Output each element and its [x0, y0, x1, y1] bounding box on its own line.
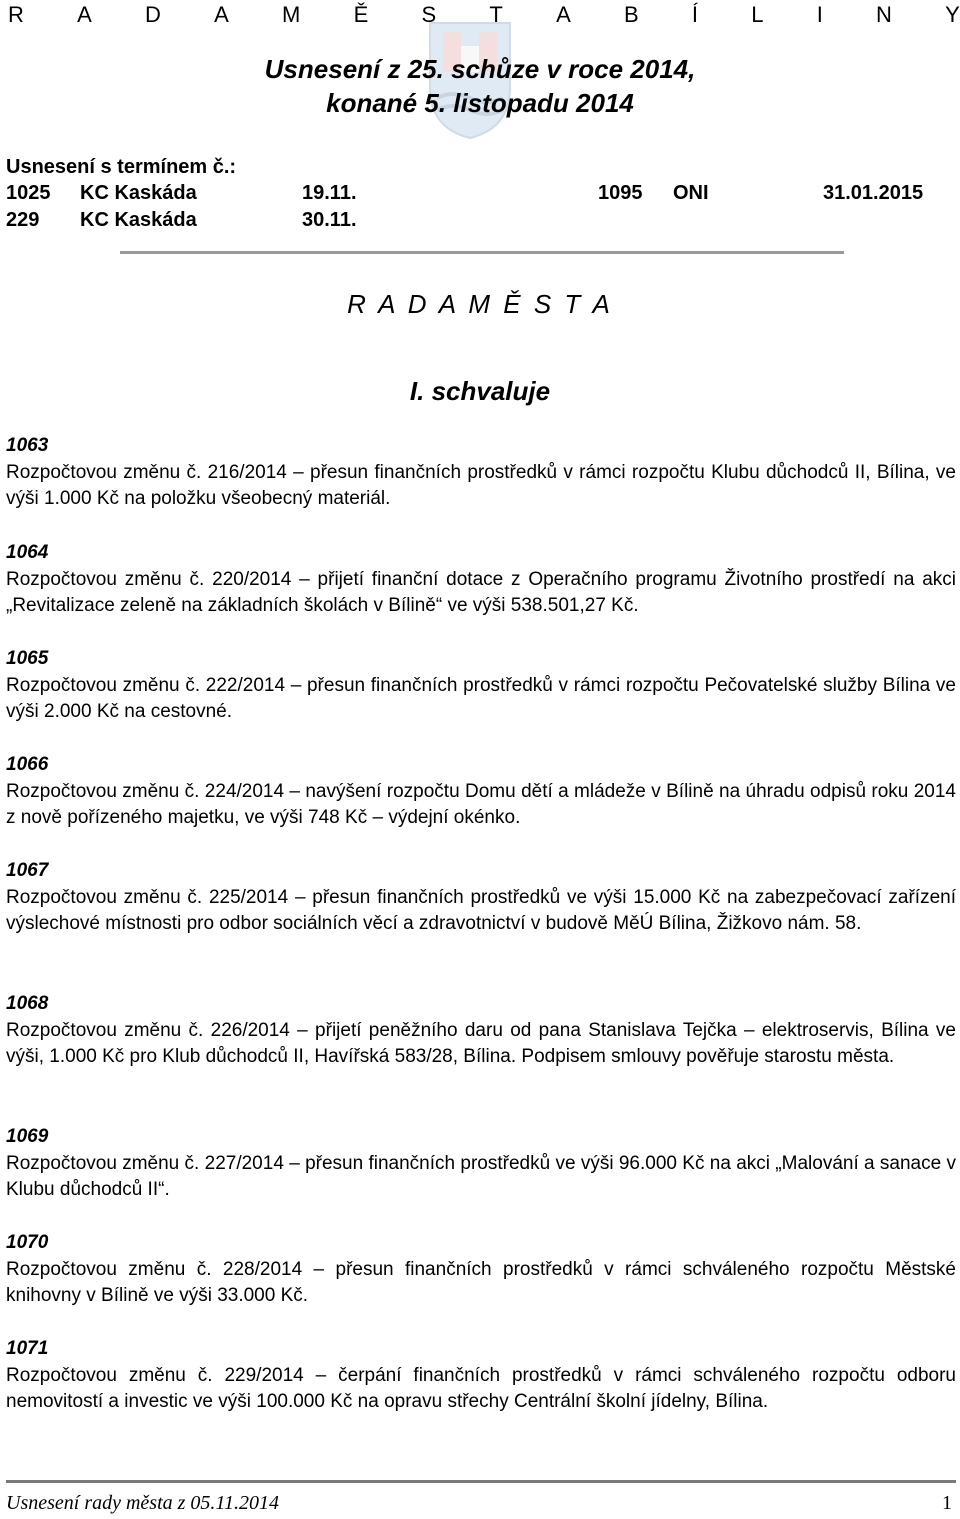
section-heading: I. schvaluje: [409, 376, 551, 406]
deadline-num: 1025: [6, 182, 51, 204]
resolution-text: Rozpočtovou změnu č. 227/2014 – přesun finančních prostředků ve výši 96.000 Kč na akci „Malování a sanace v Klubu důchodců II“.: [6, 1152, 956, 1200]
letterhead-letter: S: [421, 2, 437, 27]
deadlines-heading: Usnesení s termínem č.:: [6, 156, 237, 178]
deadline-date: 31.01.2015: [823, 182, 924, 204]
letterhead-letter: A: [77, 2, 92, 27]
resolution-number: 1063: [6, 435, 49, 456]
resolution-number: 1068: [6, 993, 49, 1014]
deadline-date: 19.11.: [302, 182, 357, 204]
letterhead-letter: B: [623, 2, 639, 27]
resolution-item: [6, 1336, 956, 1416]
letterhead-letter: T: [489, 2, 503, 27]
resolution-number: 1069: [6, 1126, 49, 1147]
document-title-line2: konané 5. listopadu 2014: [326, 88, 634, 118]
resolution-number: 1067: [6, 860, 49, 881]
resolution-item: [6, 991, 956, 1071]
deadline-num: 229: [6, 209, 40, 231]
resolution-text: Rozpočtovou změnu č. 222/2014 – přesun finančních prostředků v rámci rozpočtu Pečovatelské služby Bílina ve výši 2.000 Kč na cestovné.: [6, 674, 956, 722]
resolution-text: Rozpočtovou změnu č. 220/2014 – přijetí finanční dotace z Operačního programu Životního prostředí na akci „Revitalizace zeleně na základních školách v Bílině“ ve výši 538.501,27 Kč.: [6, 568, 956, 616]
letterhead-letter: Ě: [353, 2, 369, 27]
resolution-number: 1071: [6, 1338, 49, 1359]
letterhead-letter: R: [8, 2, 24, 27]
resolution-item: [6, 433, 956, 513]
letterhead-letter: N: [876, 2, 892, 27]
letterhead-letter: I: [816, 2, 823, 27]
resolution-number: 1070: [6, 1232, 49, 1253]
resolution-item: [6, 540, 956, 620]
resolution-number: 1065: [6, 648, 49, 669]
letterhead-letter: A: [556, 2, 571, 27]
letterhead-letter: A: [214, 2, 229, 27]
council-heading: R A D A M Ě S T A: [347, 289, 613, 319]
letterhead-letter: Y: [945, 2, 960, 27]
document-title-line1: Usnesení z 25. schůze v roce 2014,: [264, 54, 696, 84]
resolution-text: Rozpočtovou změnu č. 229/2014 – čerpání finančních prostředků v rámci schváleného rozpočtu odboru nemovitostí a investic ve výši 100.000 Kč na opravu střechy Centrální školní jídelny, Bílina.: [6, 1364, 956, 1412]
resolution-number: 1066: [6, 754, 49, 775]
resolution-text: Rozpočtovou změnu č. 226/2014 – přijetí peněžního daru od pana Stanislava Tejčka – elektroservis, Bílina ve výši, 1.000 Kč pro Klub důchodců II, Havířská 583/28, Bílina. Podpisem smlouvy pověřuje starostu města.: [6, 1019, 956, 1067]
resolution-number: 1064: [6, 542, 49, 563]
resolution-item: [6, 858, 956, 938]
resolution-item: [6, 752, 956, 832]
page-number: 1: [942, 1492, 952, 1514]
footer-label: Usnesení rady města z 05.11.2014: [6, 1492, 279, 1514]
resolution-item: [6, 646, 956, 726]
resolution-text: Rozpočtovou změnu č. 224/2014 – navýšení rozpočtu Domu dětí a mládeže v Bílině na úhradu odpisů roku 2014 z nově pořízeného majetku, ve výši 748 Kč – výdejní okénko.: [6, 780, 956, 828]
letterhead-letter: D: [145, 2, 161, 27]
letterhead-letter: Í: [691, 2, 698, 27]
deadline-date: 30.11.: [302, 209, 357, 231]
deadline-who: KC Kaskáda: [80, 182, 197, 204]
letterhead-letter: M: [282, 2, 301, 27]
deadline-num: 1095: [598, 182, 643, 204]
deadline-who: ONI: [673, 182, 709, 204]
resolution-text: Rozpočtovou změnu č. 225/2014 – přesun finančních prostředků ve výši 15.000 Kč na zabezpečovací zařízení výslechové místnosti pro odbor sociálních věcí a zdravotnictví v budově MěÚ Bílina, Žižkovo nám. 58.: [6, 886, 956, 934]
resolution-text: Rozpočtovou změnu č. 228/2014 – přesun finančních prostředků v rámci schváleného rozpočtu Městské knihovny v Bílině ve výši 33.000 Kč.: [6, 1258, 956, 1306]
resolution-item: [6, 1124, 956, 1204]
deadline-who: KC Kaskáda: [80, 209, 197, 231]
footer-divider: [6, 1480, 956, 1483]
letterhead-letter: L: [751, 2, 764, 27]
divider: [120, 251, 844, 254]
resolution-text: Rozpočtovou změnu č. 216/2014 – přesun finančních prostředků v rámci rozpočtu Klubu důchodců II, Bílina, ve výši 1.000 Kč na položku všeobecný materiál.: [6, 461, 956, 509]
resolution-item: [6, 1230, 956, 1310]
